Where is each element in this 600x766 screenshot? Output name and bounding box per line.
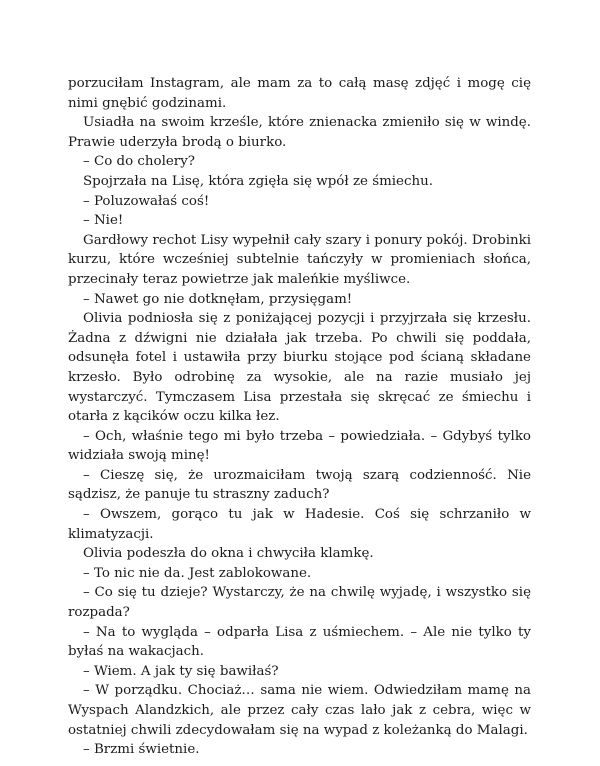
paragraph: – W porządku. Chociaż… sama nie wiem. Odwiedziłam mamę na Wyspach Alandzkich, ale przez cały czas lało jak z cebra, więc w ostatniej chwili zdecydowałam się na wypad z koleżanką do Malagi.	[68, 683, 531, 738]
paragraph: – Wiem. A jak ty się bawiłaś?	[83, 663, 279, 679]
paragraph: – Na to wygląda – odparła Lisa z uśmiechem. – Ale nie tylko ty byłaś na wakacjach.	[68, 624, 531, 660]
paragraph: – Nie!	[83, 213, 124, 229]
paragraph: Gardłowy rechot Lisy wypełnił cały szary i ponury pokój. Drobinki kurzu, które wcześniej subtelnie tańczyły w promieniach słońca, przecinały teraz powietrze jak maleńkie myśliwce.	[68, 232, 531, 287]
paragraph: – Nawet go nie dotknęłam, przysięgam!	[83, 291, 353, 307]
paragraph: Olivia podniosła się z poniżającej pozycji i przyjrzała się krzesłu. Żadna z dźwigni nie działała jak trzeba. Po chwili się poddała, odsunęła fotel i ustawiła przy biurku stojące pod ścianą składane krzesło. Było odrobinę za wysokie, ale na razie musiało jej wystarczyć. Tymczasem Lisa przestała się skręcać ze śmiechu i otarła z kącików oczu kilka łez.	[68, 311, 531, 425]
paragraph: – To nic nie da. Jest zablokowane.	[83, 565, 312, 581]
paragraph: – Co się tu dzieje? Wystarczy, że na chwilę wyjadę, i wszystko się rozpada?	[68, 585, 531, 621]
book-page-text	[68, 74, 531, 760]
paragraph: – Poluzowałaś coś!	[83, 193, 210, 209]
paragraph: – Owszem, gorąco tu jak w Hadesie. Coś się schrzaniło w klimatyzacji.	[68, 507, 531, 542]
paragraph: – Co do cholery?	[83, 154, 195, 170]
paragraph: porzuciłam Instagram, ale mam za to całą masę zdjęć i mogę cię nimi gnębić godzinami.	[68, 76, 531, 111]
paragraph: Usiadła na swoim krześle, które znienacka zmieniło się w windę. Prawie uderzyła brodą o biurko.	[68, 115, 531, 150]
paragraph: Olivia podeszła do okna i chwyciła klamkę.	[83, 546, 374, 562]
paragraph: Spojrzała na Lisę, która zgięła się wpół ze śmiechu.	[83, 173, 433, 189]
paragraph: – Cieszę się, że urozmaiciłam twoją szarą codzienność. Nie sądzisz, że panuje tu straszny zaduch?	[68, 467, 531, 503]
paragraph: – Och, właśnie tego mi było trzeba – powiedziała. – Gdybyś tylko widziała swoją minę!	[68, 428, 531, 464]
paragraph: – Brzmi świetnie.	[83, 742, 200, 758]
